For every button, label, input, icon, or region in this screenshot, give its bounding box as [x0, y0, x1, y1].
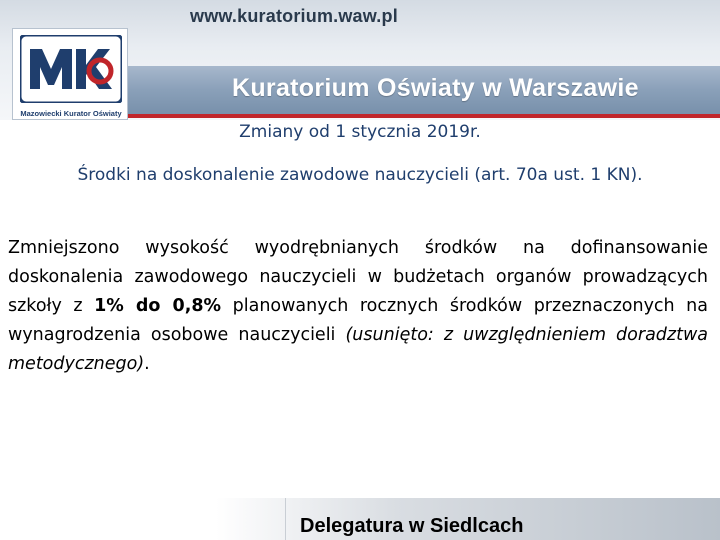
paragraph-bold-percentages: 1% do 0,8% [94, 296, 222, 316]
mko-logo [12, 28, 128, 120]
paragraph-italic-note: (usunięto: z uwzględnieniem doradztwa metodycznego) [8, 325, 708, 374]
funds-subheading: Środki na doskonalenie zawodowe nauczycieli (art. 70a ust. 1 KN). [77, 165, 643, 185]
paragraph-text-2: planowanych rocznych środków przeznaczonych na wynagrodzenia osobowe nauczycieli [8, 296, 708, 345]
page-title: Kuratorium Oświaty w Warszawie [232, 74, 639, 102]
paragraph-text-1: Zmniejszono wysokość wyodrębnianych środków na dofinansowanie doskonalenia zawodowego nauczycieli w budżetach organów prowadzących szkoły z [8, 238, 708, 316]
footer-delegation: Delegatura w Siedlcach [300, 515, 524, 537]
changes-heading: Zmiany od 1 stycznia 2019r. [239, 122, 481, 142]
logo-caption: Mazowiecki Kurator Oświaty [20, 109, 122, 118]
header-divider [128, 114, 720, 118]
body-paragraph [8, 234, 708, 379]
paragraph-end: . [144, 354, 150, 374]
mko-logo-icon [20, 35, 122, 103]
site-url[interactable]: www.kuratorium.waw.pl [190, 6, 398, 26]
